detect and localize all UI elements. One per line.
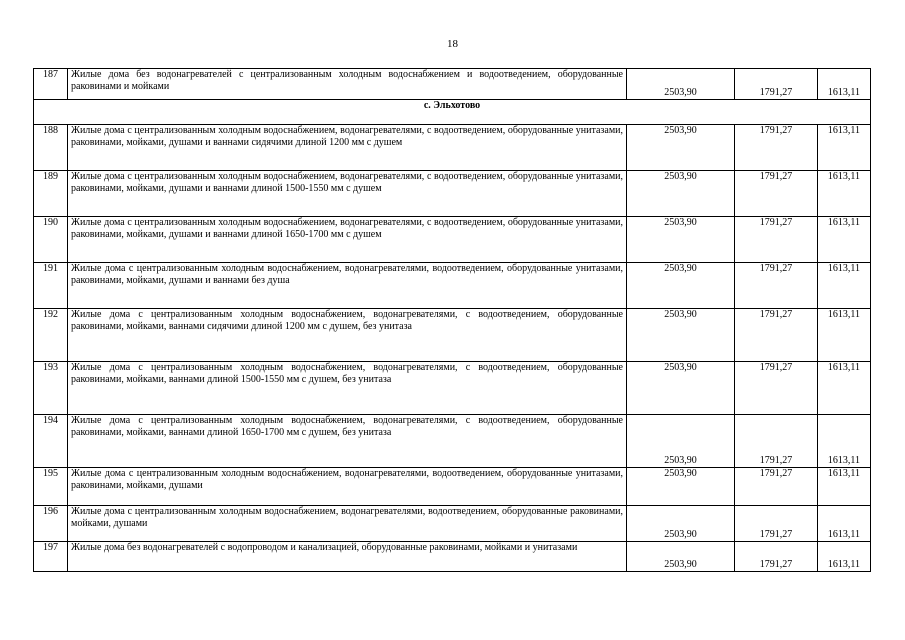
tariff-value-2: 1791,27 <box>735 69 818 100</box>
row-description: Жилые дома с централизованным холодным водоснабжением, водонагревателями, с водоотведением, оборудованные унитазами, раковинами, мойками, душами и ваннами длиной 1650-1700 мм с душем <box>68 217 627 263</box>
row-description: Жилые дома с централизованным холодным водоснабжением, водонагревателями, с водоотведением, оборудованные унитазами, раковинами, мойками, душами и ваннами длиной 1500-1550 мм с душем <box>68 171 627 217</box>
tariff-value-3: 1613,11 <box>818 415 871 468</box>
tariff-value-1: 2503,90 <box>627 415 735 468</box>
tariff-value-3: 1613,11 <box>818 171 871 217</box>
row-description: Жилые дома с централизованным холодным водоснабжением, водонагревателями, с водоотведением, оборудованные раковинами, мойками, ваннами длиной 1500-1550 мм с душем, без унитаза <box>68 362 627 415</box>
tariff-value-2: 1791,27 <box>735 309 818 362</box>
tariff-value-3: 1613,11 <box>818 468 871 506</box>
row-description: Жилые дома с централизованным холодным водоснабжением, водонагревателями, с водоотведением, оборудованные унитазами, раковинами, мойками, душами и ваннами сидячими длиной 1200 мм с душем <box>68 125 627 171</box>
tariff-value-1: 2503,90 <box>627 542 735 572</box>
table-row <box>34 217 871 263</box>
row-number: 190 <box>34 217 68 263</box>
tariff-value-3: 1613,11 <box>818 506 871 542</box>
row-number: 197 <box>34 542 68 572</box>
row-description: Жилые дома с централизованным холодным водоснабжением, водонагревателями, с водоотведением, оборудованные раковинами, мойками, ваннами сидячими длиной 1200 мм с душем, без унитаза <box>68 309 627 362</box>
tariff-table <box>33 68 871 572</box>
tariff-value-2: 1791,27 <box>735 542 818 572</box>
tariff-value-1: 2503,90 <box>627 171 735 217</box>
tariff-value-3: 1613,11 <box>818 542 871 572</box>
row-description: Жилые дома с централизованным холодным водоснабжением, водонагревателями, с водоотведением, оборудованные раковинами, мойками, ваннами длиной 1650-1700 мм с душем, без унитаза <box>68 415 627 468</box>
tariff-value-1: 2503,90 <box>627 468 735 506</box>
table-row <box>34 171 871 217</box>
row-number: 191 <box>34 263 68 309</box>
table-row <box>34 362 871 415</box>
row-description: Жилые дома с централизованным холодным водоснабжением, водонагревателями, водоотведением, оборудованные унитазами, раковинами, мойками, душами и ваннами без душа <box>68 263 627 309</box>
tariff-value-2: 1791,27 <box>735 171 818 217</box>
row-number: 187 <box>34 69 68 100</box>
tariff-value-2: 1791,27 <box>735 506 818 542</box>
row-number: 194 <box>34 415 68 468</box>
tariff-value-3: 1613,11 <box>818 263 871 309</box>
table-row <box>34 468 871 506</box>
row-number: 189 <box>34 171 68 217</box>
row-description: Жилые дома с централизованным холодным водоснабжением, водонагревателями, водоотведением, оборудованные унитазами, раковинами, мойками, душами <box>68 468 627 506</box>
row-description: Жилые дома без водонагревателей с водопроводом и канализацией, оборудованные раковинами, мойками и унитазами <box>68 542 627 572</box>
tariff-value-2: 1791,27 <box>735 362 818 415</box>
tariff-value-1: 2503,90 <box>627 506 735 542</box>
tariff-value-2: 1791,27 <box>735 468 818 506</box>
tariff-value-3: 1613,11 <box>818 125 871 171</box>
tariff-value-1: 2503,90 <box>627 69 735 100</box>
tariff-value-3: 1613,11 <box>818 309 871 362</box>
table-row <box>34 263 871 309</box>
row-number: 195 <box>34 468 68 506</box>
tariff-value-1: 2503,90 <box>627 217 735 263</box>
tariff-value-3: 1613,11 <box>818 69 871 100</box>
tariff-value-3: 1613,11 <box>818 362 871 415</box>
table-row <box>34 69 871 100</box>
tariff-value-2: 1791,27 <box>735 217 818 263</box>
row-description: Жилые дома с централизованным холодным водоснабжением, водонагревателями, водоотведением, оборудованные раковинами, мойками, душами <box>68 506 627 542</box>
tariff-value-1: 2503,90 <box>627 263 735 309</box>
tariff-value-1: 2503,90 <box>627 125 735 171</box>
table-row <box>34 542 871 572</box>
page-number: 18 <box>447 38 458 50</box>
row-number: 193 <box>34 362 68 415</box>
tariff-value-1: 2503,90 <box>627 309 735 362</box>
row-number: 188 <box>34 125 68 171</box>
row-number: 192 <box>34 309 68 362</box>
table-row <box>34 125 871 171</box>
table-row <box>34 506 871 542</box>
tariff-value-3: 1613,11 <box>818 217 871 263</box>
section-title: с. Эльхотово <box>34 100 871 125</box>
row-number: 196 <box>34 506 68 542</box>
section-row <box>34 100 871 125</box>
tariff-value-1: 2503,90 <box>627 362 735 415</box>
table-row <box>34 415 871 468</box>
table-row <box>34 309 871 362</box>
tariff-value-2: 1791,27 <box>735 125 818 171</box>
row-description: Жилые дома без водонагревателей с централизованным холодным водоснабжением и водоотведением, оборудованные раковинами и мойками <box>68 69 627 100</box>
tariff-value-2: 1791,27 <box>735 263 818 309</box>
tariff-value-2: 1791,27 <box>735 415 818 468</box>
